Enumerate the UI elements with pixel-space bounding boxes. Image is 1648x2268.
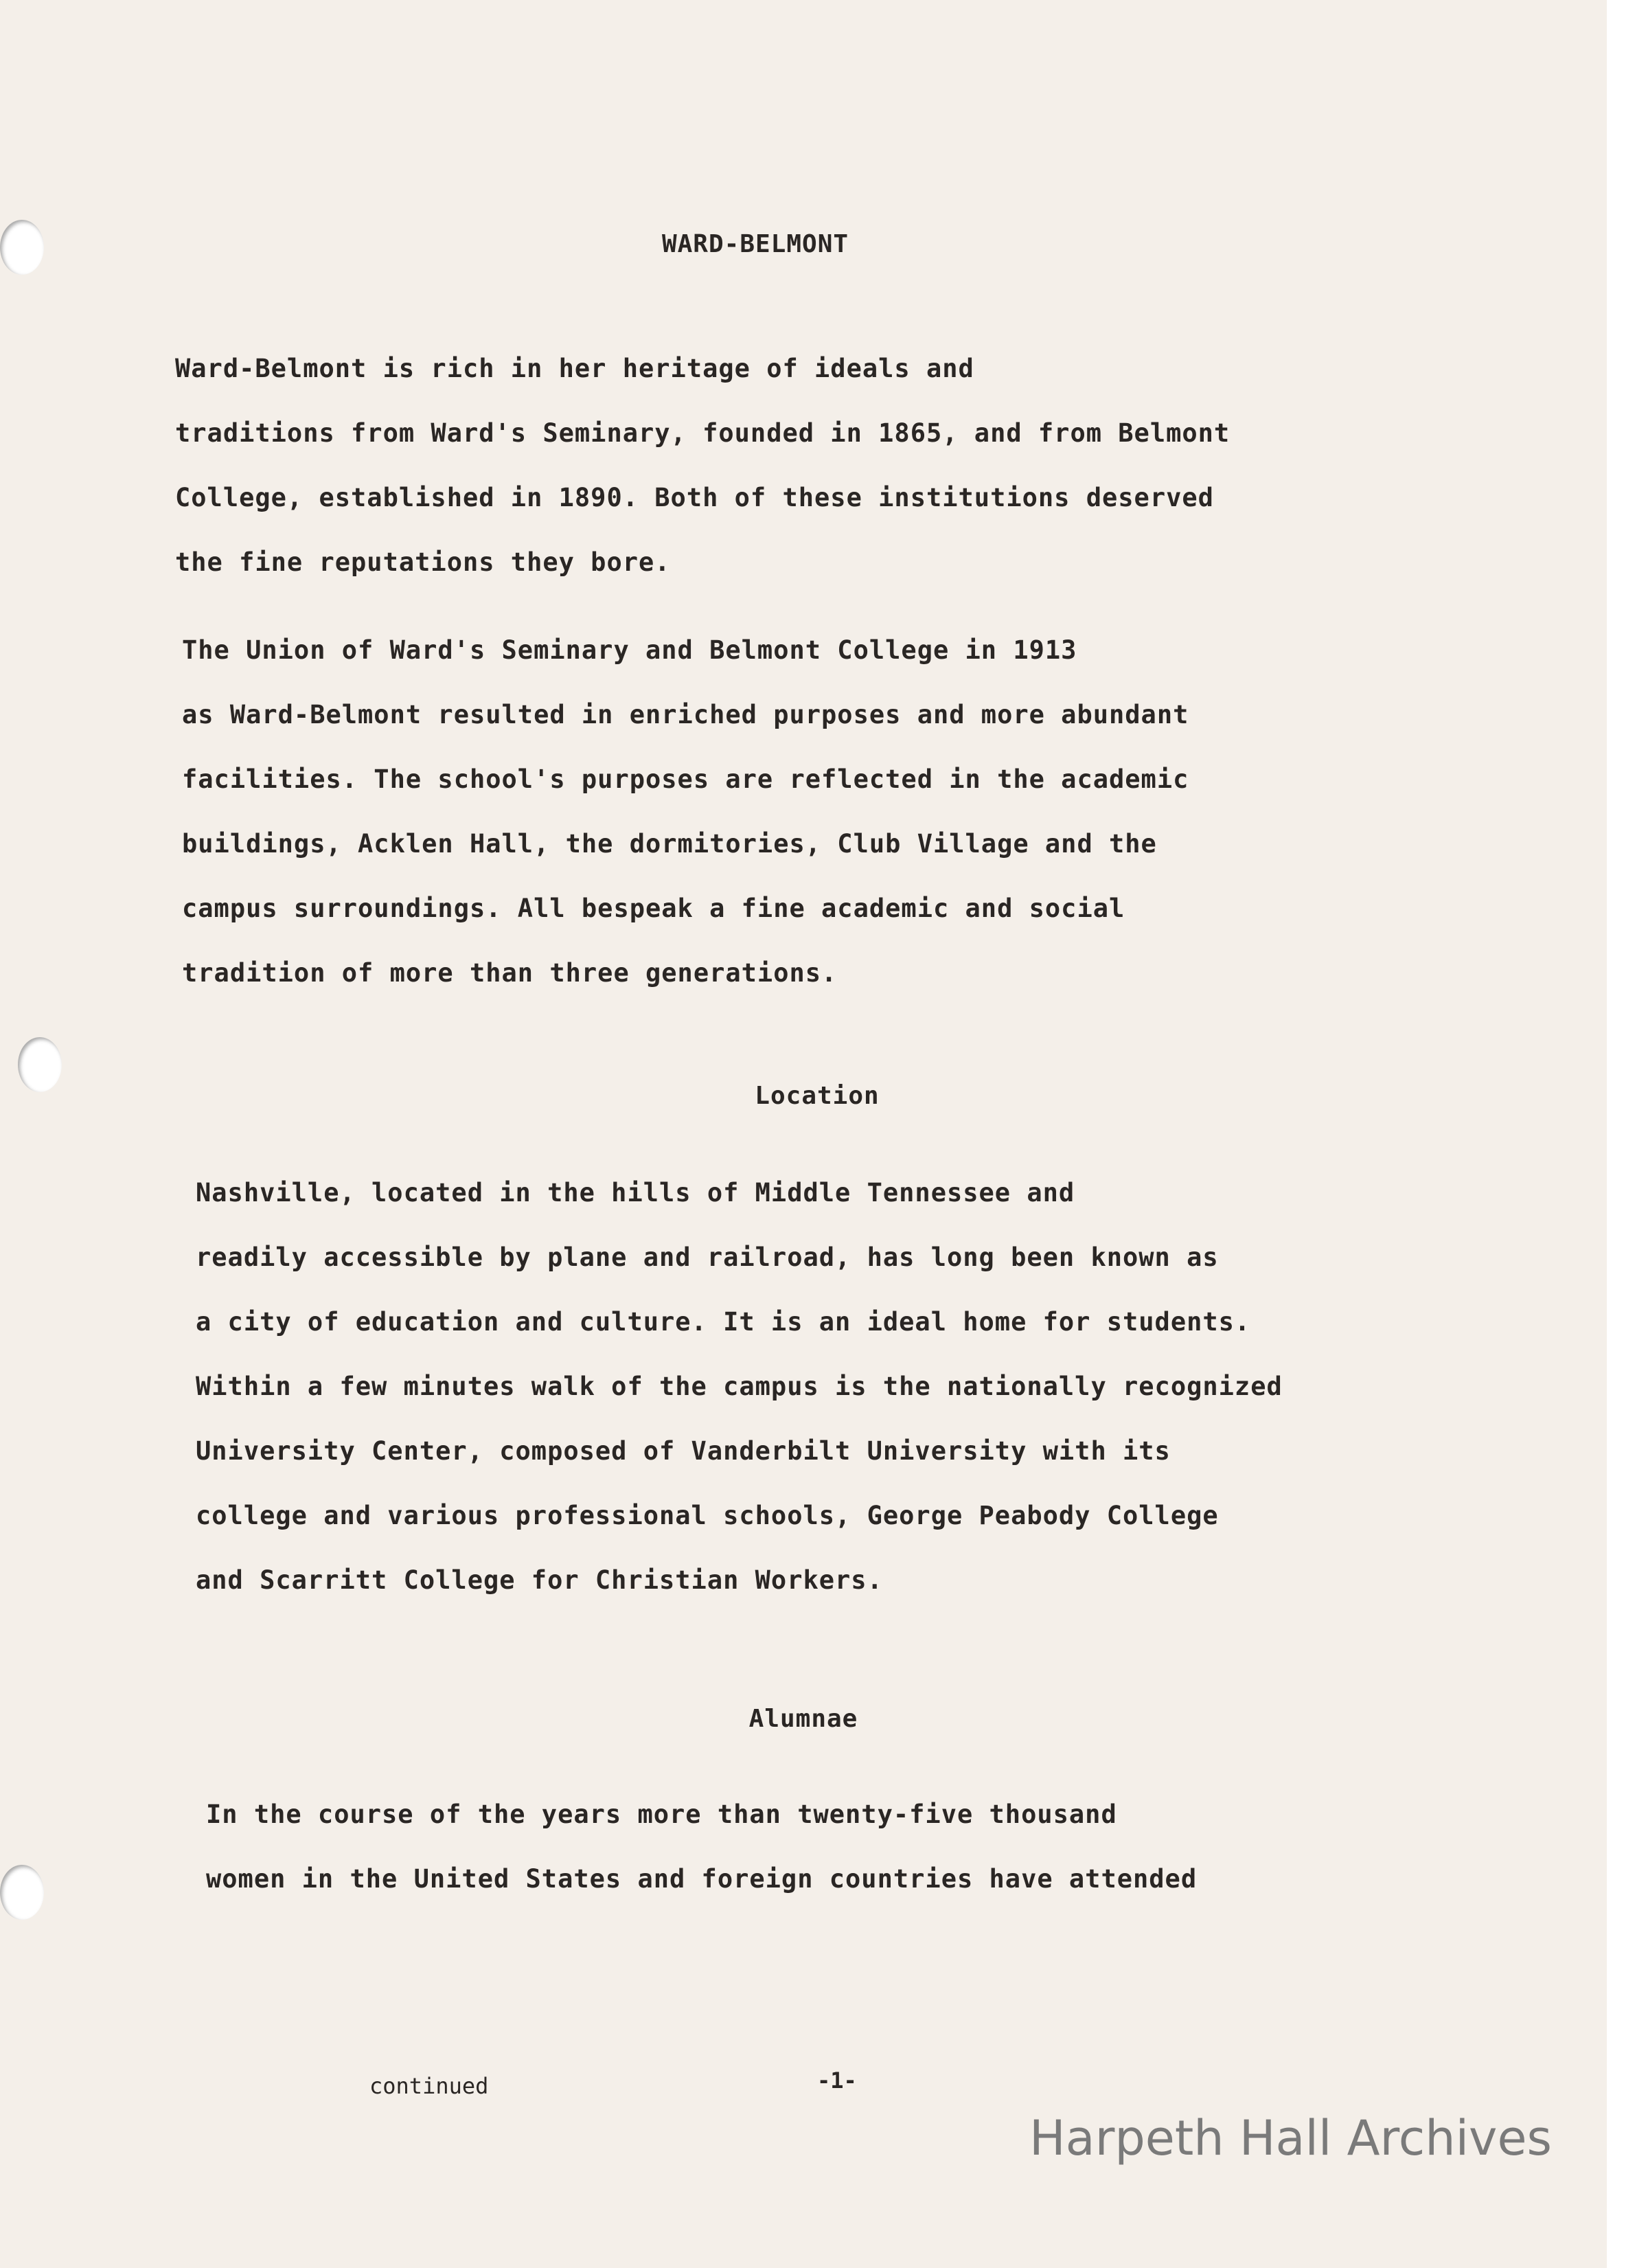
section-heading-alumnae: Alumnae (748, 1705, 858, 1733)
page-number: -1- (817, 2067, 857, 2094)
intro-paragraph: Ward-Belmont is rich in her heritage of ideals and traditions from Ward's Seminary, founded in 1865, and from Belmont College, established in 1890. Both of these institutions deserved the fine reputations they bore. (175, 354, 1231, 577)
document-title: WARD-BELMONT (661, 230, 849, 258)
section-heading-location: Location (755, 1082, 880, 1110)
page-margin (1607, 0, 1648, 2268)
punch-hole (0, 1865, 44, 1920)
archive-watermark: Harpeth Hall Archives (1029, 2110, 1552, 2166)
location-paragraph: Nashville, located in the hills of Middle Tennessee and readily accessible by plane and railroad, has long been known as a city of education and culture. It is an ideal home for students. Within a few minutes walk of the campus is the nationally recognized University Center, composed of Vanderbilt University with its college and various professional schools, George Peabody College and Scarritt College for Christian Workers. (196, 1178, 1283, 1595)
continued-note: continued (369, 2073, 489, 2099)
union-paragraph: The Union of Ward's Seminary and Belmont College in 1913 as Ward-Belmont resulted in enriched purposes and more abundant facilities. The school's purposes are reflected in the academic buildings, Acklen Hall, the dormitories, Club Village and the campus surroundings. All bespeak a fine academic and social tradition of more than three generations. (182, 635, 1189, 988)
punch-hole (18, 1037, 62, 1092)
alumnae-paragraph: In the course of the years more than twenty-five thousand women in the United States and foreign countries have attended (206, 1800, 1198, 1894)
